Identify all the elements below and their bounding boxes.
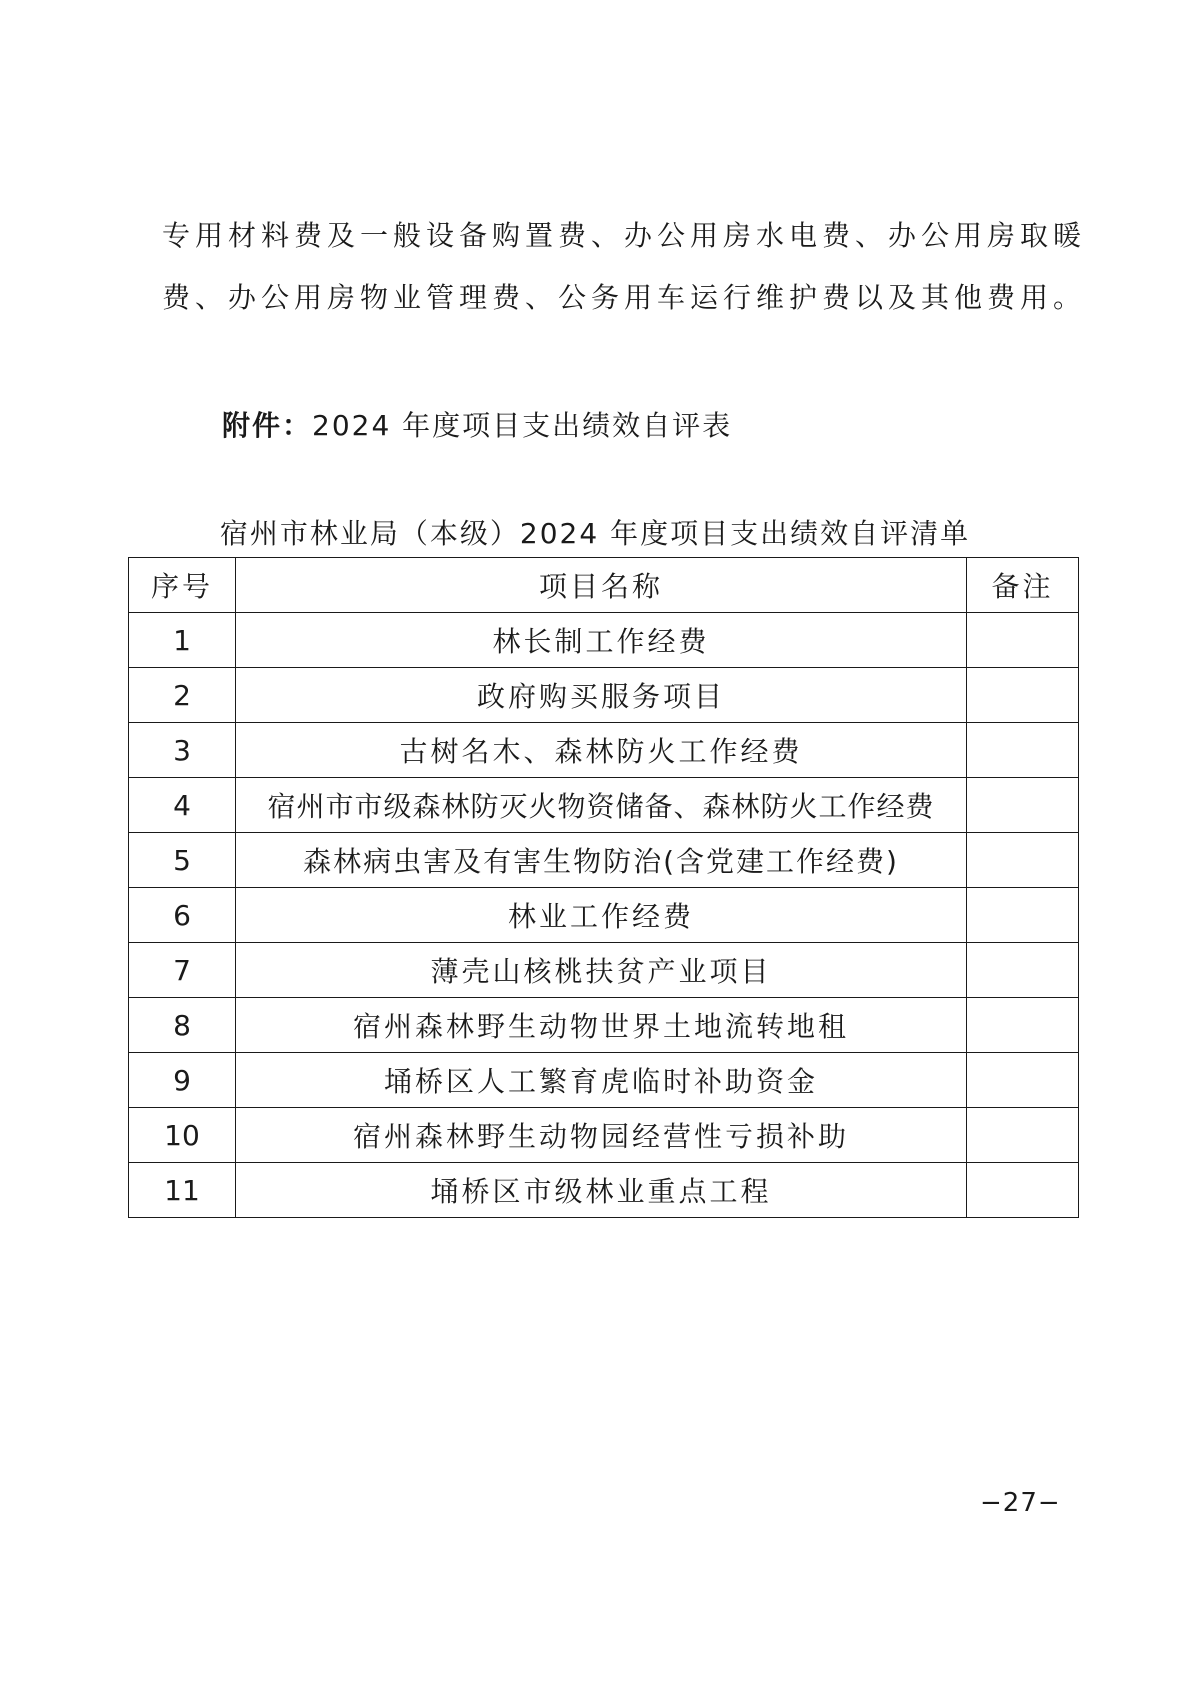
table-row [129, 1108, 1079, 1163]
attachment-text: 2024 年度项目支出绩效自评表 [312, 409, 733, 442]
table-row [129, 888, 1079, 943]
row-note [967, 1053, 1079, 1108]
row-no: 6 [129, 888, 236, 943]
row-no: 2 [129, 668, 236, 723]
row-note [967, 943, 1079, 998]
body-paragraph [162, 205, 1087, 329]
row-note [967, 613, 1079, 668]
attachment-label: 附件： [222, 409, 313, 442]
row-name: 埇桥区市级林业重点工程 [236, 1163, 967, 1218]
project-list-table [128, 557, 1079, 1218]
row-name: 政府购买服务项目 [236, 668, 967, 723]
row-no: 7 [129, 943, 236, 998]
row-name: 林长制工作经费 [236, 613, 967, 668]
row-name: 宿州森林野生动物世界土地流转地租 [236, 998, 967, 1053]
row-note [967, 833, 1079, 888]
table-title: 宿州市林业局（本级）2024 年度项目支出绩效自评清单 [219, 517, 971, 550]
row-no: 8 [129, 998, 236, 1053]
row-no: 9 [129, 1053, 236, 1108]
row-note [967, 778, 1079, 833]
row-name: 林业工作经费 [236, 888, 967, 943]
row-no: 11 [129, 1163, 236, 1218]
header-no: 序号 [129, 558, 236, 613]
row-no: 1 [129, 613, 236, 668]
header-note: 备注 [967, 558, 1079, 613]
row-name: 宿州森林野生动物园经营性亏损补助 [236, 1108, 967, 1163]
row-name: 埇桥区人工繁育虎临时补助资金 [236, 1053, 967, 1108]
row-note [967, 723, 1079, 778]
row-name: 古树名木、森林防火工作经费 [236, 723, 967, 778]
table-row [129, 723, 1079, 778]
row-no: 10 [129, 1108, 236, 1163]
row-name: 森林病虫害及有害生物防治(含党建工作经费) [236, 833, 967, 888]
header-name: 项目名称 [236, 558, 967, 613]
row-no: 3 [129, 723, 236, 778]
row-note [967, 668, 1079, 723]
table-row [129, 998, 1079, 1053]
attachment-note [222, 404, 732, 444]
paragraph-line: 费、办公用房物业管理费、公务用车运行维护费以及其他费用。 [162, 281, 1087, 314]
page-number: −27− [980, 1488, 1061, 1518]
row-note [967, 1108, 1079, 1163]
table-row [129, 1053, 1079, 1108]
row-name: 宿州市市级森林防灭火物资储备、森林防火工作经费 [236, 778, 967, 833]
table-row [129, 943, 1079, 998]
row-name: 薄壳山核桃扶贫产业项目 [236, 943, 967, 998]
table-row [129, 1163, 1079, 1218]
table-header-row [129, 558, 1079, 613]
row-note [967, 888, 1079, 943]
table-row [129, 668, 1079, 723]
table-row [129, 613, 1079, 668]
table-row [129, 778, 1079, 833]
paragraph-line: 专用材料费及一般设备购置费、办公用房水电费、办公用房取暖 [162, 219, 1087, 252]
row-note [967, 1163, 1079, 1218]
table-row [129, 833, 1079, 888]
row-no: 5 [129, 833, 236, 888]
row-no: 4 [129, 778, 236, 833]
row-note [967, 998, 1079, 1053]
